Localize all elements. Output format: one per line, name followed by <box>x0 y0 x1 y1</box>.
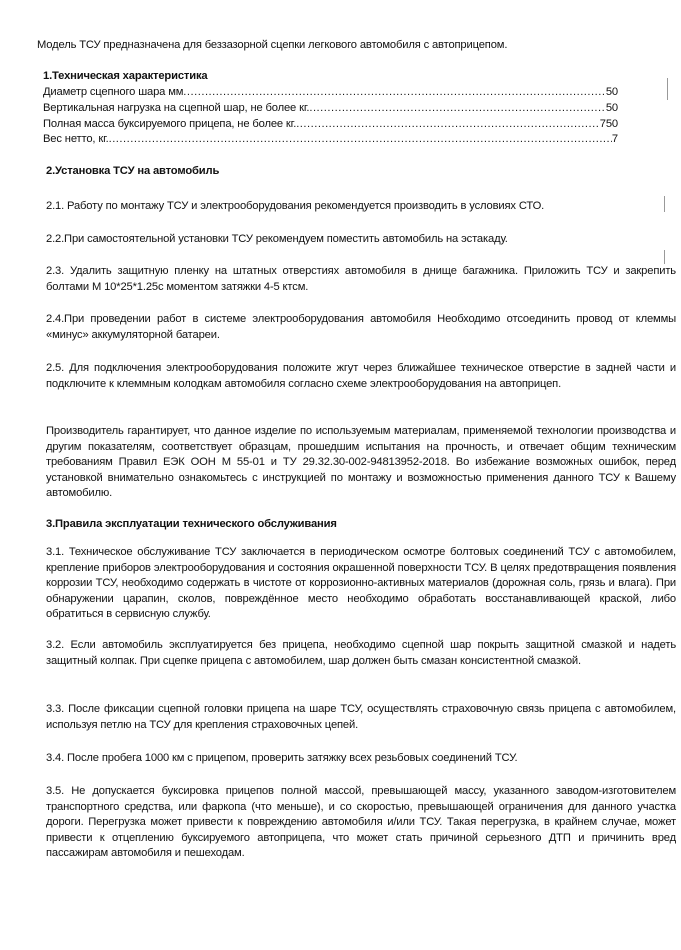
spec-row-trailer-mass <box>43 117 618 133</box>
section-3-title: 3.Правила эксплуатации технического обслуживания <box>46 518 337 530</box>
paragraph-2-4: 2.4.При проведении работ в системе электрооборудования автомобиля Необходимо отсоединить провод от клеммы «минус» аккумуляторной батареи. <box>46 313 676 341</box>
scan-margin-mark <box>664 250 665 264</box>
spec-row-net-weight <box>43 132 618 148</box>
spec-label: Вес нетто, кг. <box>43 133 109 145</box>
paragraph-2-5: 2.5. Для подключения электрооборудования положите жгут через ближайшее техническое отверстие в задней части и подключите к клеммным колодкам автомобиля согласно схеме электрооборудования на автоприцеп. <box>46 362 676 390</box>
intro-text: Модель ТСУ предназначена для беззазорной сцепки легкового автомобиля с автоприцепом. <box>37 39 508 51</box>
paragraph-2-3: 2.3. Удалить защитную пленку на штатных отверстиях автомобиля в днище багажника. Приложить ТСУ и закрепить болтами М 10*25*1.25с моментом затяжки 4-5 ктсм. <box>46 265 676 293</box>
spec-label: Вертикальная нагрузка на сцепной шар, не более кг. <box>43 102 310 114</box>
spec-value: 50 <box>605 102 618 114</box>
paragraph-2-1: 2.1. Работу по монтажу ТСУ и электрооборудования рекомендуется производить в условиях СТО. <box>46 200 545 212</box>
paragraph-3-3: 3.3. После фиксации сцепной головки прицепа на шаре ТСУ, осуществлять страховочную связь прицепа с автомобилем, используя петлю на ТСУ для крепления страховочных цепей. <box>46 703 676 731</box>
leader-dots <box>109 132 612 148</box>
leader-dots <box>309 101 606 117</box>
spec-value: 750 <box>599 118 618 130</box>
scan-margin-mark <box>667 78 668 100</box>
spec-row-ball-diameter <box>43 85 618 101</box>
section-2-title: 2.Установка ТСУ на автомобиль <box>46 165 220 177</box>
spec-value: 7 <box>611 133 618 145</box>
paragraph-3-2: 3.2. Если автомобиль эксплуатируется без прицепа, необходимо сцепной шар покрыть защитной смазкой и надеть защитный колпак. При сцепке прицепа с автомобилем, шар должен быть смазан консистентной смазкой. <box>46 639 676 667</box>
leader-dots <box>183 85 606 101</box>
paragraph-3-4: 3.4. После пробега 1000 км с прицепом, проверить затяжку всех резьбовых соединений ТСУ. <box>46 752 518 764</box>
paragraph-warranty: Производитель гарантирует, что данное изделие по используемым материалам, применяемой технологии производства и другим показателям, соответствует образцам, прошедшим испытания на прочность, и отвечает общим техническим требованиям Правил ЕЭК ООН М 55-01 и ТУ 29.32.30-002-94813952-2018. Во избежание возможных ошибок, перед установкой внимательно ознакомьтесь с инструкцией по монтажу и возможностью применения данного ТСУ к Вашему автомобилю. <box>46 425 676 499</box>
spec-label: Диаметр сцепного шара мм <box>43 86 184 98</box>
spec-label: Полная масса буксируемого прицепа, не более кг. <box>43 118 297 130</box>
leader-dots <box>296 117 600 133</box>
scan-margin-mark <box>664 196 665 212</box>
section-1-title: 1.Техническая характеристика <box>43 70 208 82</box>
spec-row-vertical-load <box>43 101 618 117</box>
spec-value: 50 <box>605 86 618 98</box>
paragraph-2-2: 2.2.При самостоятельной установки ТСУ рекомендуем поместить автомобиль на эстакаду. <box>46 233 508 245</box>
paragraph-3-5: 3.5. Не допускается буксировка прицепов полной массой, превышающей массу, указанного заводом-изготовителем транспортного средства, или фаркопа (что меньше), и со скоростью, превышающей ограничения для данного участка дороги. Перегрузка может привести к повреждению автомобиля и/или ТСУ. Такая перегрузка, в крайнем случае, может привести к отцеплению буксируемого автоприцепа, что может стать причиной серьезного ДТП и причинить вред пассажирам автомобиля и пешеходам. <box>46 785 676 859</box>
paragraph-3-1: 3.1. Техническое обслуживание ТСУ заключается в периодическом осмотре болтовых соединений ТСУ с автомобилем, крепление приборов электрооборудования и состояния окрашенной поверхности ТСУ. В целях предотвращения появления коррозии ТСУ, необходимо содержать в чистоте от коррозионно-активных материалов (дорожная соль, грязь и влага). При обнаружении царапин, сколов, повреждённое место необходимо обработать восстанавливающей краской, либо обратиться в сервисную службу. <box>46 546 676 620</box>
